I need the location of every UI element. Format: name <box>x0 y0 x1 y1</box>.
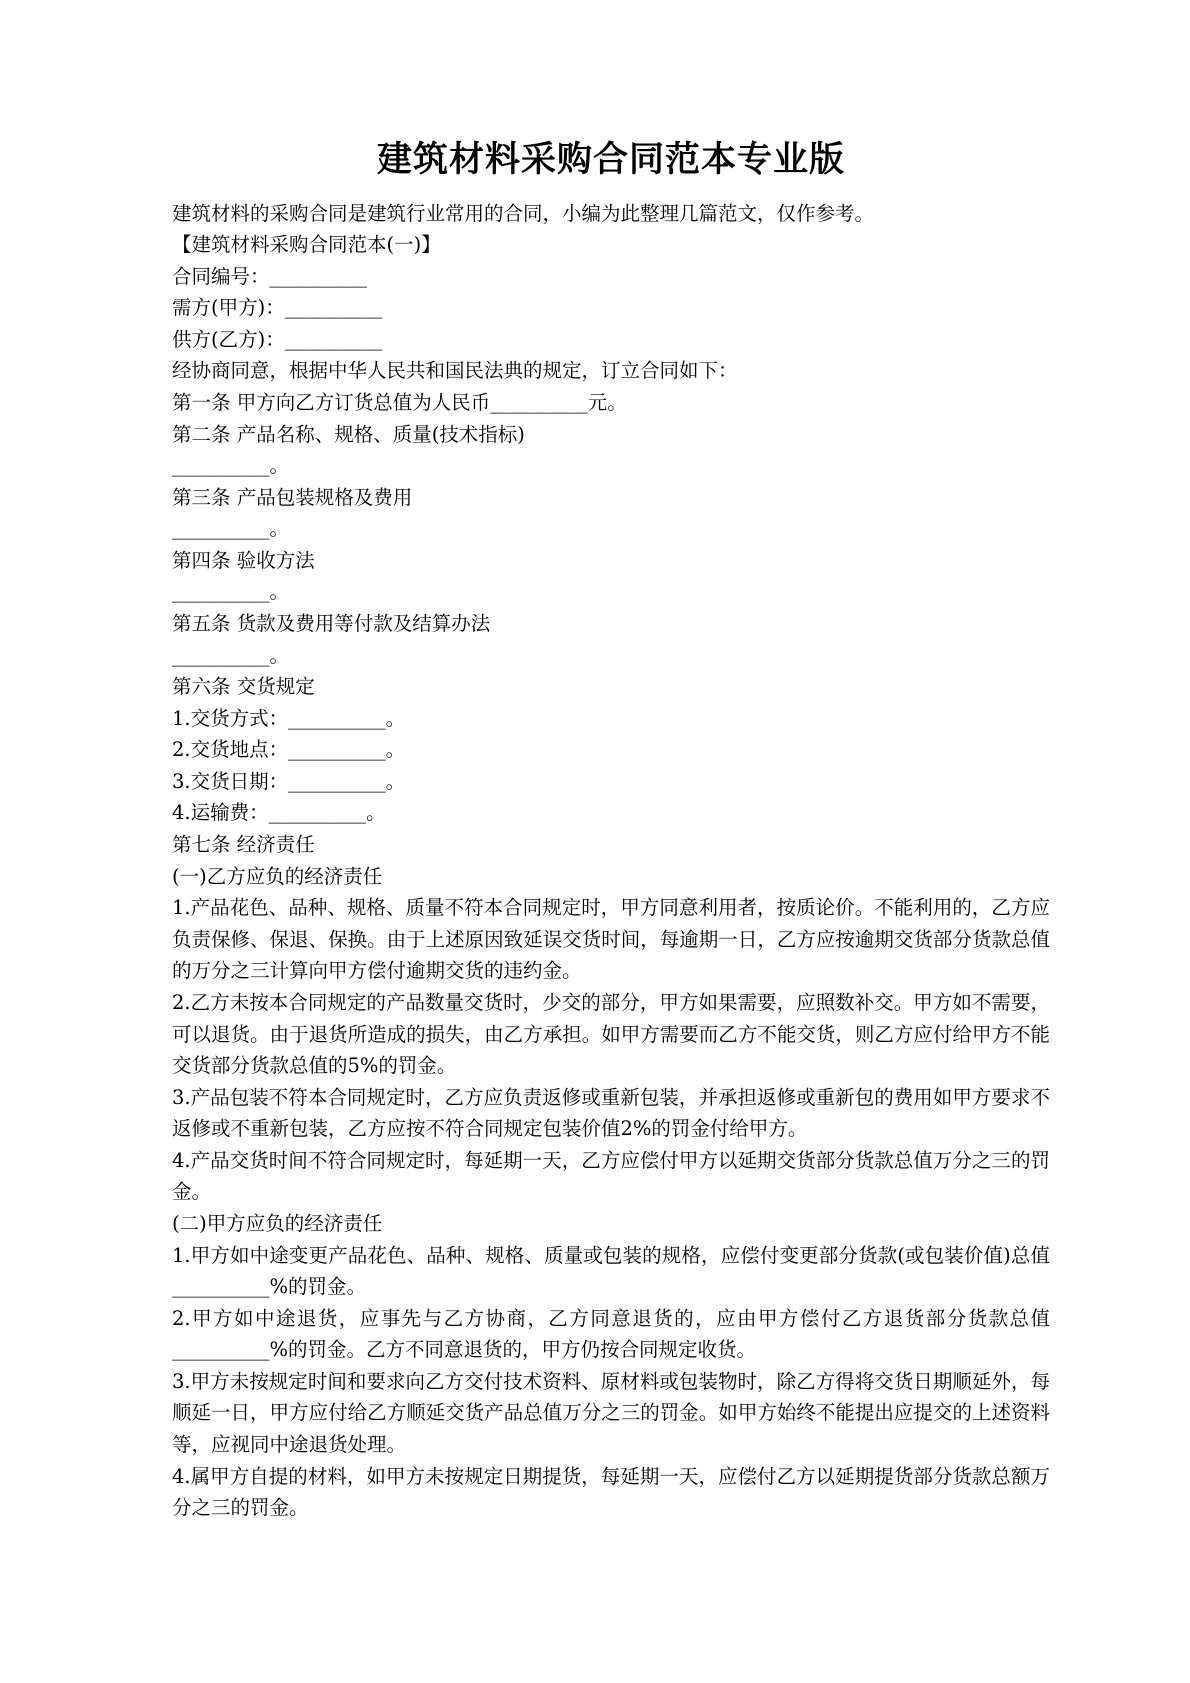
paragraph-article-5: 第五条 货款及费用等付款及结算办法 <box>172 612 491 636</box>
paragraph-article-2: 第二条 产品名称、规格、质量(技术指标) <box>172 422 525 446</box>
paragraph-buyer-liability-2: 2.甲方如中途退货，应事先与乙方协商，乙方同意退货的，应由甲方偿付乙方退货部分货款总值__________%的罚金。乙方不同意退货的，甲方仍按合同规定收货。 <box>172 1306 1050 1362</box>
page-title: 建筑材料采购合同范本专业版 <box>376 140 845 180</box>
paragraph-contract-number: 合同编号：__________ <box>172 264 368 288</box>
paragraph-supplier-liability-heading: (一)乙方应负的经济责任 <box>172 864 383 888</box>
paragraph-buyer-liability-heading: (二)甲方应负的经济责任 <box>172 1212 383 1235</box>
paragraph-article-2-blank: __________。 <box>172 454 290 478</box>
paragraph-supplier-liability-1: 1.产品花色、品种、规格、质量不符本合同规定时，甲方同意利用者，按质论价。不能利用的，乙方应负责保修、保退、保换。由于上述原因致延误交货时间，每逾期一日，乙方应按逾期交货部分货款总值的万分之三计算向甲方偿付逾期交货的违约金。 <box>172 896 1050 983</box>
paragraph-buyer-liability-1: 1.甲方如中途变更产品花色、品种、规格、质量或包装的规格，应偿付变更部分货款(或包装价值)总值__________%的罚金。 <box>172 1243 1050 1299</box>
paragraph-intro: 建筑材料的采购合同是建筑行业常用的合同，小编为此整理几篇范文，仅作参考。 <box>172 201 875 225</box>
paragraph-article-3-blank: __________。 <box>172 517 290 541</box>
paragraph-article-4-blank: __________。 <box>172 580 290 604</box>
paragraph-delivery-place: 2.交货地点：__________。 <box>172 738 406 762</box>
paragraph-supplier-liability-3: 3.产品包装不符本合同规定时，乙方应负责返修或重新包装，并承担返修或重新包的费用如甲方要求不返修或不重新包装，乙方应按不符合同规定包装价值2%的罚金付给甲方。 <box>172 1085 1050 1141</box>
paragraph-article-4: 第四条 验收方法 <box>172 548 315 572</box>
paragraph-buyer-liability-4: 4.属甲方自提的材料，如甲方未按规定日期提货，每延期一天，应偿付乙方以延期提货部分货款总额万分之三的罚金。 <box>172 1464 1050 1520</box>
paragraph-buyer-liability-3: 3.甲方未按规定时间和要求向乙方交付技术资料、原材料或包装物时，除乙方得将交货日期顺延外，每顺延一日，甲方应付给乙方顺延交货产品总值万分之三的罚金。如甲方始终不能提出应提交的上述资料等，应视同中途退货处理。 <box>172 1369 1050 1457</box>
paragraph-article-7: 第七条 经济责任 <box>172 833 315 857</box>
paragraph-article-3: 第三条 产品包装规格及费用 <box>172 485 413 509</box>
paragraph-section-heading: 【建筑材料采购合同范本(一)】 <box>172 233 441 257</box>
paragraph-buyer: 需方(甲方)：__________ <box>172 296 383 320</box>
paragraph-delivery-date: 3.交货日期：__________。 <box>172 769 406 793</box>
paragraph-agreement-basis: 经协商同意，根据中华人民共和国民法典的规定，订立合同如下： <box>172 359 738 383</box>
paragraph-supplier: 供方(乙方)：__________ <box>172 327 383 351</box>
paragraph-supplier-liability-4: 4.产品交货时间不符合同规定时，每延期一天，乙方应偿付甲方以延期交货部分货款总值万分之三的罚金。 <box>172 1148 1050 1204</box>
paragraph-delivery-method: 1.交货方式：__________。 <box>172 706 406 730</box>
paragraph-freight-fee: 4.运输费：__________。 <box>172 801 386 825</box>
paragraph-article-6: 第六条 交货规定 <box>172 675 315 699</box>
paragraph-article-5-blank: __________。 <box>172 643 290 667</box>
paragraph-article-1: 第一条 甲方向乙方订货总值为人民币__________元。 <box>172 390 627 414</box>
paragraph-supplier-liability-2: 2.乙方未按本合同规定的产品数量交货时，少交的部分，甲方如果需要，应照数补交。甲方如不需要，可以退货。由于退货所造成的损失，由乙方承担。如甲方需要而乙方不能交货，则乙方应付给甲方不能交货部分货款总值的5%的罚金。 <box>172 990 1050 1078</box>
